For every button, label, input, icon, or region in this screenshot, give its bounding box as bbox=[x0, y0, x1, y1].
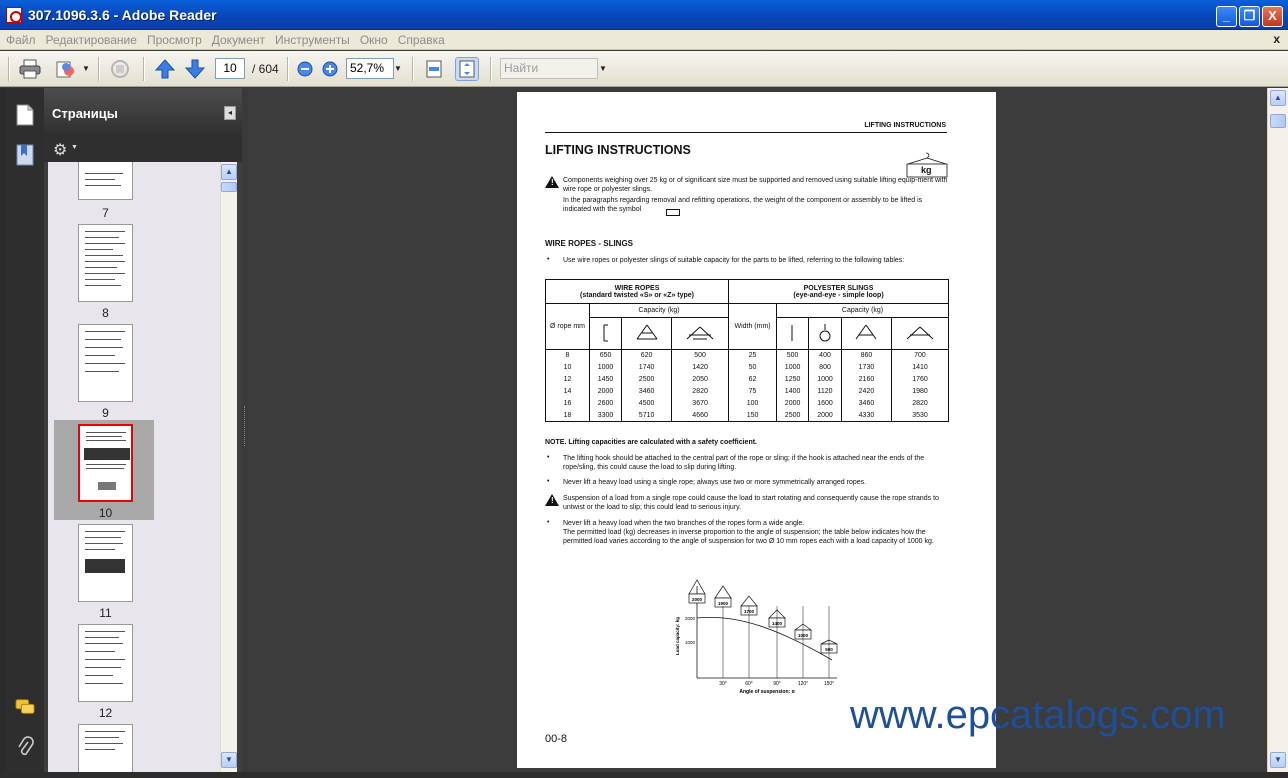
scroll-down-icon[interactable]: ▼ bbox=[1270, 752, 1286, 768]
angle-label: 150° bbox=[823, 681, 835, 687]
table-cell: 75 bbox=[729, 386, 777, 398]
thumbnail-scrollbar[interactable] bbox=[220, 162, 237, 772]
slings-subheading: (eye-and-eye - simple loop) bbox=[793, 291, 884, 299]
minimize-button[interactable]: _ bbox=[1216, 6, 1237, 27]
menu-view[interactable]: Просмотр bbox=[146, 33, 202, 47]
wire-ropes-heading: WIRE ROPES bbox=[614, 284, 660, 292]
y-axis-label: Load capacity: kg bbox=[675, 616, 680, 656]
table-cell: 1000 bbox=[809, 374, 842, 386]
table-cell: 620 bbox=[622, 350, 672, 362]
zoom-dropdown-icon[interactable]: ▼ bbox=[394, 64, 402, 73]
panel-options-bar bbox=[44, 136, 242, 162]
table-cell: 18 bbox=[546, 410, 590, 422]
menu-file[interactable]: Файл bbox=[6, 33, 36, 47]
table-cell: 50 bbox=[729, 362, 777, 374]
table-cell: 4500 bbox=[622, 398, 672, 410]
suspension-angle-diagram bbox=[667, 576, 847, 696]
lifting-capacity-table bbox=[545, 279, 949, 422]
table-cell: 150 bbox=[729, 410, 777, 422]
bullet-icon: • bbox=[547, 454, 550, 461]
adobe-reader-icon bbox=[6, 7, 22, 23]
wire-ropes-subheading: (standard twisted «S» or «Z» type) bbox=[580, 291, 695, 299]
table-cell: 500 bbox=[672, 350, 729, 362]
table-cell: 1000 bbox=[777, 362, 809, 374]
table-cell: 4660 bbox=[672, 410, 729, 422]
page-thumbnail[interactable] bbox=[78, 324, 133, 402]
zoom-level-input[interactable]: 52,7% bbox=[346, 58, 394, 79]
warning-text: Suspension of a load from a single rope could cause the load to start rotating and consequently cause the rope strands to untwist or the load to slip; this could lead to serious injury. bbox=[563, 495, 939, 511]
table-cell: 2600 bbox=[590, 398, 622, 410]
load-value: 1400 bbox=[771, 621, 783, 626]
table-cell: 1600 bbox=[809, 398, 842, 410]
table-cell: 10 bbox=[546, 362, 590, 374]
page-footer-number: 00-8 bbox=[545, 733, 568, 745]
scroll-up-icon[interactable]: ▲ bbox=[221, 164, 237, 180]
x-axis-label: Angle of suspension: α bbox=[739, 689, 795, 695]
table-cell: 1450 bbox=[590, 374, 622, 386]
page-number-input[interactable]: 10 bbox=[215, 58, 245, 79]
table-cell: 2500 bbox=[777, 410, 809, 422]
table-row bbox=[546, 350, 949, 362]
table-cell: 2000 bbox=[777, 398, 809, 410]
thumbnail-label: 10 bbox=[98, 506, 113, 520]
note-text: NOTE. Lifting capacities are calculated with a safety coefficient. bbox=[545, 439, 758, 446]
thumbnail-label: 11 bbox=[99, 606, 112, 620]
document-close-button[interactable]: x bbox=[1273, 32, 1280, 46]
table-cell: 2000 bbox=[809, 410, 842, 422]
status-edge bbox=[0, 772, 1288, 778]
rope-diameter-header: Ø rope mm bbox=[546, 304, 590, 350]
angle-label: 30° bbox=[719, 681, 727, 687]
print-icon[interactable] bbox=[18, 57, 42, 81]
pdf-page bbox=[517, 92, 996, 768]
sling-straight-icon bbox=[777, 318, 809, 350]
table-row bbox=[546, 410, 949, 422]
table-cell: 100 bbox=[729, 398, 777, 410]
table-cell: 1250 bbox=[777, 374, 809, 386]
table-cell: 800 bbox=[809, 362, 842, 374]
table-cell: 650 bbox=[590, 350, 622, 362]
scroll-up-icon[interactable]: ▲ bbox=[1270, 90, 1286, 106]
title-bar bbox=[0, 0, 1288, 30]
scroll-thumb[interactable] bbox=[1270, 114, 1286, 128]
options-gear-icon[interactable]: ⚙ bbox=[53, 142, 68, 159]
running-header: LIFTING INSTRUCTIONS bbox=[864, 122, 946, 129]
page-heading: LIFTING INSTRUCTIONS bbox=[545, 143, 691, 157]
table-cell: 1400 bbox=[777, 386, 809, 398]
table-cell: 3460 bbox=[622, 386, 672, 398]
toolbar bbox=[0, 51, 1288, 87]
table-cell: 1410 bbox=[891, 362, 948, 374]
sling-angle-icon bbox=[841, 318, 891, 350]
y-tick-label: 1000 bbox=[684, 640, 695, 645]
table-cell: 1740 bbox=[622, 362, 672, 374]
table-cell: 25 bbox=[729, 350, 777, 362]
load-value: 500 bbox=[825, 647, 833, 652]
menu-document[interactable]: Документ bbox=[211, 33, 265, 47]
attachments-icon[interactable] bbox=[15, 736, 35, 758]
table-cell: 12 bbox=[546, 374, 590, 386]
table-cell: 2820 bbox=[672, 386, 729, 398]
bullet-text: The permitted load (kg) decreases in inverse proportion to the angle of suspension; the table below indicates how the permitted load varies according to the angle of suspension for two Ø 10 mm ropes each with a load capacity of 1000 kg. bbox=[563, 529, 934, 545]
document-scrollbar[interactable] bbox=[1267, 88, 1288, 772]
thumbnail-label: 7 bbox=[102, 206, 109, 220]
share-icon[interactable] bbox=[54, 57, 78, 81]
bullet-text: Never lift a heavy load using a single rope; always use two or more symmetrically arranged ropes. bbox=[563, 479, 867, 486]
table-cell: 500 bbox=[777, 350, 809, 362]
angle-label: 60° bbox=[745, 681, 753, 687]
toolbar-separator bbox=[98, 57, 100, 81]
pages-panel-title: Страницы bbox=[52, 106, 118, 121]
table-cell: 62 bbox=[729, 374, 777, 386]
zoom-in-icon[interactable] bbox=[318, 57, 342, 81]
page-thumbnail[interactable] bbox=[78, 162, 133, 200]
warning-icon bbox=[545, 176, 559, 188]
toolbar-separator bbox=[490, 57, 492, 81]
bullet-icon: • bbox=[547, 519, 550, 526]
table-cell: 1120 bbox=[809, 386, 842, 398]
bullet-text: The lifting hook should be attached to the central part of the rope or sling; if the hook is attached near the ends of the rope/sling, this could cause the load to slip during lifting. bbox=[563, 455, 925, 471]
find-dropdown-icon[interactable]: ▼ bbox=[599, 64, 607, 73]
table-cell: 860 bbox=[841, 350, 891, 362]
window-title: 307.1096.3.6 - Adobe Reader bbox=[28, 7, 217, 23]
toolbar-separator bbox=[143, 57, 145, 81]
zoom-out-icon[interactable] bbox=[293, 57, 317, 81]
sling-loop-icon bbox=[809, 318, 842, 350]
bullet-text: Use wire ropes or polyester slings of suitable capacity for the parts to be lifted, referring to the following tables: bbox=[563, 257, 905, 264]
table-cell: 3670 bbox=[672, 398, 729, 410]
navigation-pane-icons bbox=[6, 88, 44, 778]
table-cell: 2420 bbox=[841, 386, 891, 398]
table-cell: 2160 bbox=[841, 374, 891, 386]
table-cell: 1730 bbox=[841, 362, 891, 374]
table-cell: 14 bbox=[546, 386, 590, 398]
previous-page-icon[interactable] bbox=[153, 57, 177, 81]
fit-page-icon[interactable] bbox=[455, 57, 479, 81]
bookmarks-icon[interactable] bbox=[15, 144, 35, 166]
menu-edit[interactable]: Редактирование bbox=[45, 33, 137, 47]
thumbnail-list bbox=[48, 162, 222, 772]
table-row bbox=[546, 362, 949, 374]
y-tick-label: 2000 bbox=[684, 616, 695, 621]
table-cell: 700 bbox=[891, 350, 948, 362]
toolbar-separator bbox=[287, 57, 289, 81]
next-page-icon[interactable] bbox=[183, 57, 207, 81]
table-cell: 1000 bbox=[590, 362, 622, 374]
table-cell: 4330 bbox=[841, 410, 891, 422]
toolbar-grip bbox=[8, 57, 10, 81]
warning-icon bbox=[545, 494, 559, 506]
sign-icon[interactable] bbox=[108, 57, 132, 81]
rope-angle-icon bbox=[622, 318, 672, 350]
table-cell: 3300 bbox=[590, 410, 622, 422]
table-row bbox=[546, 374, 949, 386]
table-cell: 1760 bbox=[891, 374, 948, 386]
page-thumbnail[interactable] bbox=[78, 524, 133, 602]
page-count: / 604 bbox=[252, 62, 279, 76]
menu-bar bbox=[0, 30, 1288, 50]
toolbar-separator bbox=[412, 57, 414, 81]
scrolling-mode-icon[interactable] bbox=[422, 57, 446, 81]
thumbnail-label: 9 bbox=[102, 406, 109, 420]
comments-icon[interactable] bbox=[15, 696, 35, 718]
table-cell: 3460 bbox=[841, 398, 891, 410]
close-button[interactable]: X bbox=[1262, 6, 1283, 27]
share-dropdown-icon[interactable]: ▼ bbox=[82, 64, 90, 73]
find-input[interactable]: Найти bbox=[500, 58, 598, 79]
scroll-down-icon[interactable]: ▼ bbox=[221, 752, 237, 768]
restore-button[interactable]: ❐ bbox=[1239, 6, 1260, 27]
table-cell: 1420 bbox=[672, 362, 729, 374]
bullet-icon: • bbox=[547, 256, 550, 263]
kg-weight-symbol bbox=[906, 152, 946, 176]
angle-label: 90° bbox=[773, 681, 781, 687]
table-cell: 1980 bbox=[891, 386, 948, 398]
scroll-thumb[interactable] bbox=[221, 182, 237, 192]
width-header: Width (mm) bbox=[729, 304, 777, 350]
page-thumbnail-selected[interactable] bbox=[78, 424, 133, 502]
pages-icon[interactable] bbox=[15, 104, 35, 126]
slings-heading: POLYESTER SLINGS bbox=[803, 284, 874, 292]
kg-inline-icon bbox=[666, 209, 680, 216]
bullet-icon: • bbox=[547, 478, 550, 485]
table-body bbox=[546, 350, 949, 422]
table-cell: 3530 bbox=[891, 410, 948, 422]
section-heading: WIRE ROPES - SLINGS bbox=[545, 239, 634, 248]
table-cell: 2820 bbox=[891, 398, 948, 410]
intro-text-2: In the paragraphs regarding removal and refitting operations, the weight of the component or assembly to be lifted is indicated with the symbol bbox=[563, 197, 923, 213]
table-cell: 2500 bbox=[622, 374, 672, 386]
table-cell: 400 bbox=[809, 350, 842, 362]
sling-wide-angle-icon bbox=[891, 318, 948, 350]
kg-label: kg bbox=[921, 165, 932, 175]
menu-tools[interactable]: Инструменты bbox=[274, 33, 350, 47]
table-cell: 2050 bbox=[672, 374, 729, 386]
document-area bbox=[248, 88, 1267, 772]
load-value: 1700 bbox=[743, 609, 755, 614]
vertical-rope-icon bbox=[590, 318, 622, 350]
load-value: 1900 bbox=[717, 601, 729, 606]
table-row bbox=[546, 386, 949, 398]
page-thumbnail[interactable] bbox=[78, 224, 133, 302]
page-thumbnail[interactable] bbox=[78, 724, 133, 772]
bullet-text: Never lift a heavy load when the two branches of the ropes form a wide angle. bbox=[563, 520, 805, 527]
thumbnail-label: 8 bbox=[102, 306, 109, 320]
load-value: 2000 bbox=[691, 597, 703, 602]
table-cell: 2000 bbox=[590, 386, 622, 398]
page-thumbnail[interactable] bbox=[78, 624, 133, 702]
table-cell: 5710 bbox=[622, 410, 672, 422]
load-value: 1000 bbox=[797, 633, 809, 638]
thumbnail-label: 12 bbox=[98, 706, 113, 720]
pages-panel-header bbox=[44, 88, 242, 136]
table-cell: 16 bbox=[546, 398, 590, 410]
menu-window[interactable]: Окно bbox=[359, 33, 388, 47]
capacity-header: Capacity (kg) bbox=[777, 304, 949, 318]
rope-wide-angle-icon bbox=[672, 318, 729, 350]
table-cell: 8 bbox=[546, 350, 590, 362]
angle-label: 120° bbox=[797, 681, 809, 687]
load-box bbox=[715, 586, 731, 607]
table-row bbox=[546, 398, 949, 410]
watermark-text: www.epcatalogs.com bbox=[850, 693, 1226, 737]
options-dropdown-icon[interactable]: ▼ bbox=[71, 144, 78, 151]
pages-panel bbox=[44, 88, 242, 778]
header-rule bbox=[545, 132, 947, 133]
capacity-header: Capacity (kg) bbox=[590, 304, 729, 318]
collapse-panel-button[interactable]: ◂ bbox=[224, 106, 236, 120]
intro-text: Components weighing over 25 kg or of significant size must be supported and removed using suitable lifting equip-ment with wire rope or polyester slings. bbox=[563, 177, 948, 193]
menu-help[interactable]: Справка bbox=[397, 33, 445, 47]
